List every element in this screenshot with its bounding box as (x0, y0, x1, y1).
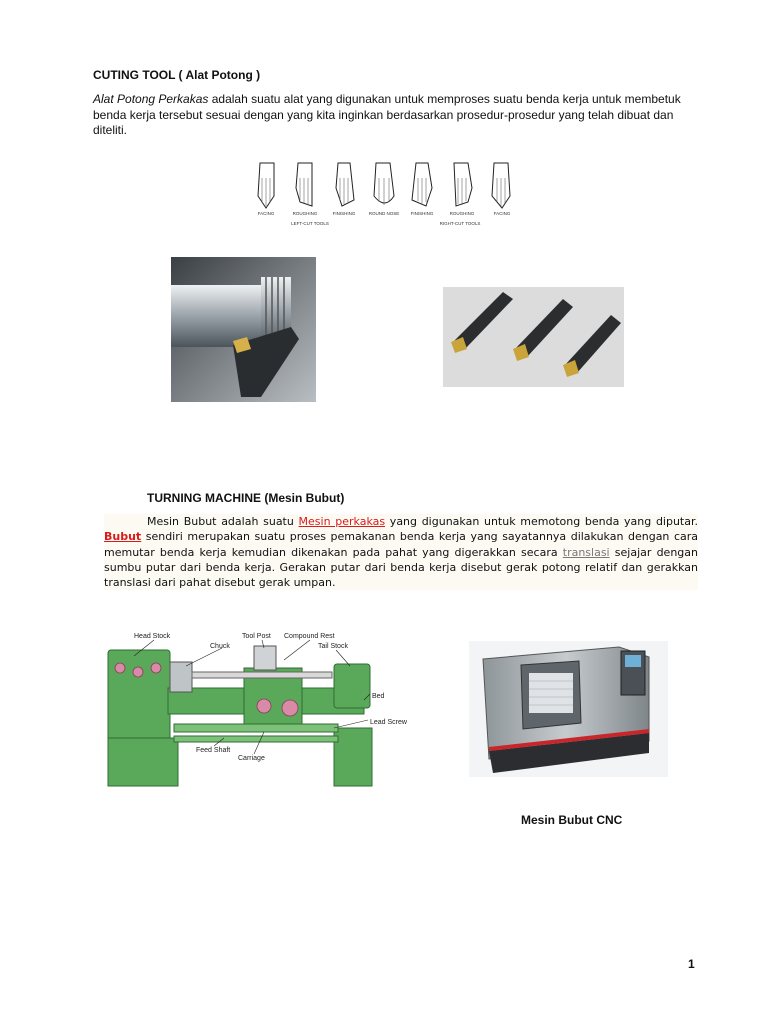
link-translasi[interactable]: translasi (562, 545, 610, 559)
page-number: 1 (688, 957, 695, 971)
tool-label: FACING (493, 211, 511, 216)
paragraph-body: adalah suatu alat yang digunakan untuk memproses suatu benda kerja untuk membetuk benda kerja tersebut sesuai dengan yang kita inginkan berdasarkan prosedur-prosedur yang telah dibuat dan diteliti. (93, 92, 681, 137)
tool-label: ROUGHING (449, 211, 475, 216)
label-tail-stock: Tail Stock (318, 643, 348, 650)
section-heading-cutting-tool: CUTING TOOL ( Alat Potong ) (93, 68, 261, 82)
photo-cnc-lathe (469, 641, 668, 777)
paragraph-text: Mesin Bubut adalah suatu (147, 515, 299, 528)
paragraph-turning-machine (104, 514, 698, 590)
label-tool-post: Tool Post (242, 633, 271, 640)
tool-label: ROUND NOSE (368, 211, 400, 216)
group-label-left: LEFT-CUT TOOLS (291, 221, 329, 226)
tail-stock (334, 664, 370, 708)
leg-left (108, 738, 178, 786)
lathe-diagram (104, 628, 422, 792)
photo-tool-holders (443, 287, 624, 387)
chuck (170, 662, 192, 692)
tool-shape (336, 163, 354, 206)
paragraph-text: sendiri merupakan suatu proses pemakanan benda kerja yang sayatannya dilakukan dengan cara memutar benda kerja kemudian dikenakan pada pahat yang digerakkan secara (104, 530, 698, 559)
link-mesin-perkakas[interactable]: Mesin perkakas (298, 515, 386, 528)
paragraph-text: yang digunakan untuk memotong benda yang diputar. (385, 515, 698, 528)
photo-turning-insert (171, 257, 316, 402)
label-carriage: Carriage (238, 755, 265, 762)
tool-label: ROUGHING (292, 211, 318, 216)
tool-label: FINISHING (332, 211, 356, 216)
feed-shaft (174, 736, 338, 742)
lead-screw (174, 724, 338, 732)
paragraph-cutting-tool (93, 92, 693, 139)
leg-right (334, 728, 372, 786)
label-compound-rest: Compound Rest (284, 633, 335, 640)
caption-cnc-lathe: Mesin Bubut CNC (521, 813, 623, 827)
workpiece (192, 672, 332, 678)
tool-label: FACING (257, 211, 275, 216)
label-lead-screw: Lead Screw (370, 719, 407, 726)
tool-shape (454, 163, 472, 206)
label-feed-shaft: Feed Shaft (196, 747, 231, 754)
group-label-right: RIGHT-CUT TOOLS (439, 221, 481, 226)
label-head-stock: Head Stock (134, 633, 171, 640)
label-bed: Bed (372, 693, 385, 700)
tool-label: FINISHING (410, 211, 434, 216)
tool-post (254, 646, 276, 670)
section-heading-turning-machine: TURNING MACHINE (Mesin Bubut) (147, 491, 345, 505)
cutting-tools-diagram (250, 158, 520, 230)
link-bubut[interactable]: Bubut (104, 530, 142, 544)
paragraph-text: sejajar dengan sumbu putar dari benda kerja. Gerakan putar dari benda kerja disebut gerak potong relatif dan gerakkan translasi dari pahat disebut gerak umpan. (104, 545, 698, 590)
label-chuck: Chuck (210, 643, 230, 650)
term-alat-potong: Alat Potong Perkakas (93, 92, 209, 106)
